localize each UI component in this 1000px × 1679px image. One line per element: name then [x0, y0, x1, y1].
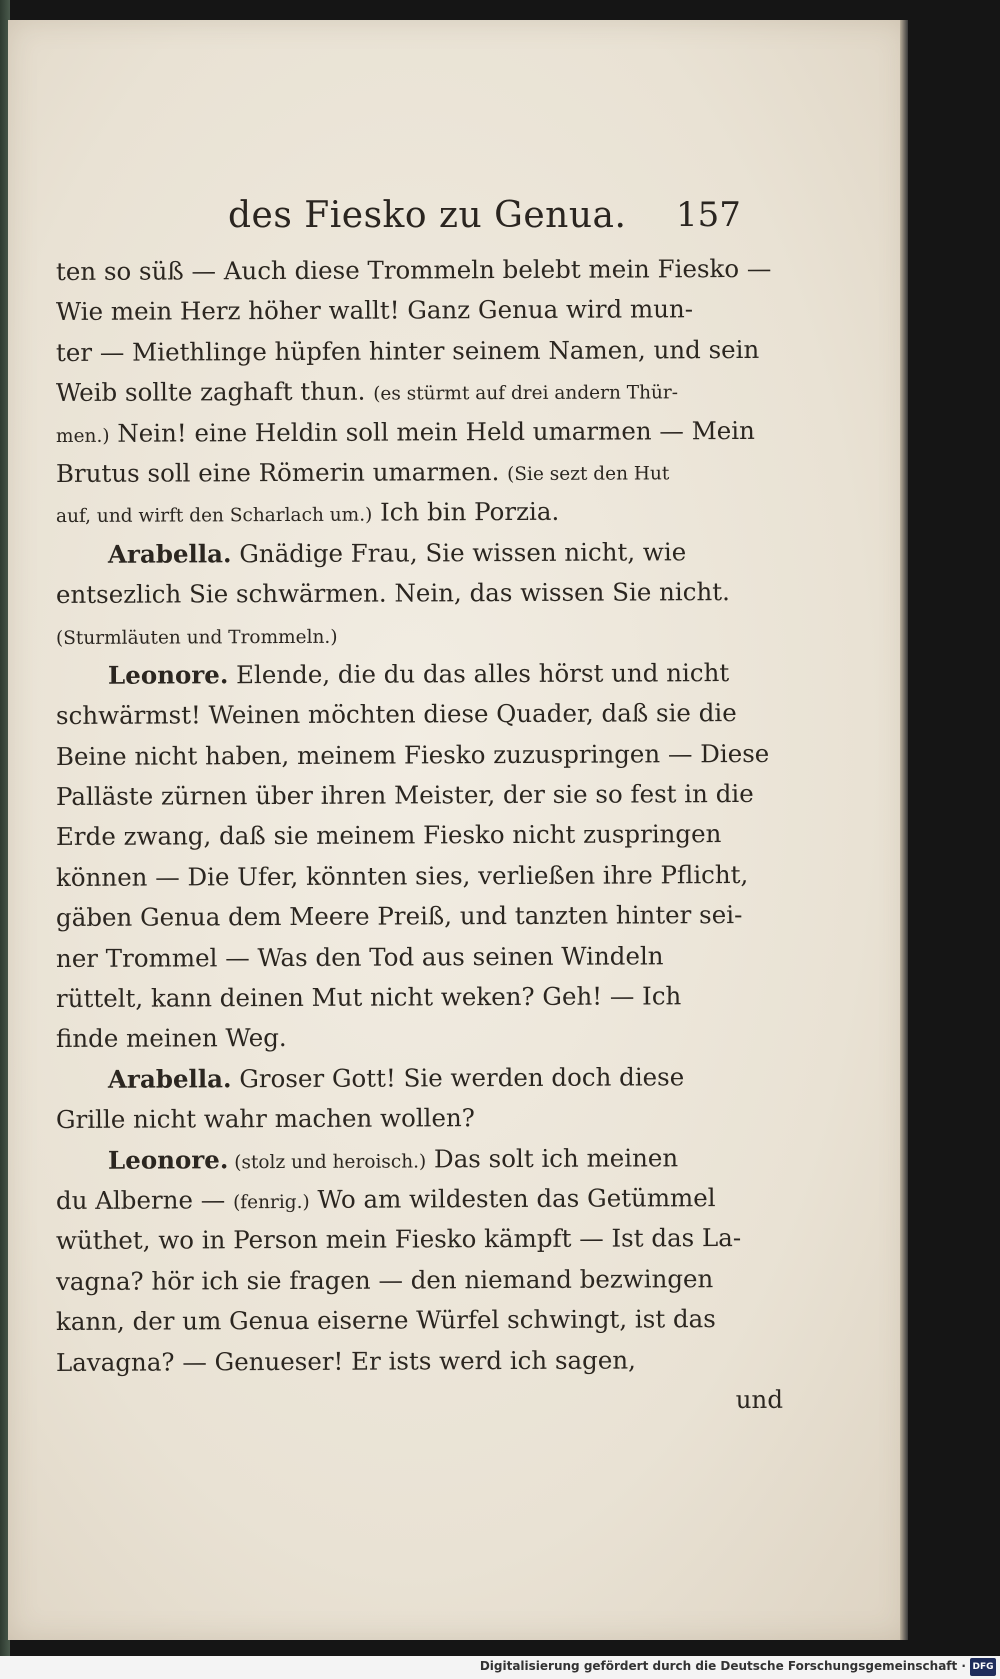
text-run: ter — Miethlinge hüpfen hinter seinem Namen, und sein — [55, 334, 760, 367]
speaker-name: Arabella. — [107, 1064, 232, 1094]
stage-direction: auf, und wirft den Scharlach um.) — [55, 504, 373, 528]
stage-direction: (es stürmt auf drei andern Thür- — [373, 382, 679, 405]
text-run: Weib sollte zaghaft thun. — [55, 376, 374, 408]
text-run: ner Trommel — Was den Tod aus seinen Windeln — [55, 940, 664, 973]
text-line — [56, 612, 791, 656]
text-line — [56, 1259, 791, 1303]
text-line — [56, 410, 791, 454]
text-run: gäben Genua dem Meere Preiß, und tanzten hinter sei- — [55, 900, 743, 933]
text-line — [56, 572, 791, 616]
text-run: können — Die Ufer, könnten sies, verließen ihre Pflicht, — [55, 859, 749, 892]
text-line — [56, 289, 791, 333]
text-run: du Alberne — — [55, 1185, 234, 1215]
text-run: Beine nicht haben, meinem Fiesko zuzuspringen — Diese — [55, 738, 770, 771]
text-run: Brutus soll eine Römerin umarmen. — [55, 456, 508, 488]
text-line — [56, 976, 791, 1020]
text-run: finde meinen Weg. — [55, 1023, 287, 1054]
stage-direction: men.) — [55, 425, 110, 447]
page-number: 157 — [676, 195, 741, 235]
text-line — [56, 855, 791, 899]
text-run: Gnädige Frau, Sie wissen nicht, wie — [231, 536, 687, 568]
text-run: kann, der um Genua eiserne Würfel schwingt, ist das — [55, 1304, 716, 1337]
text-run: entsezlich Sie schwärmen. Nein, das wissen Sie nicht. — [55, 577, 730, 610]
text-run: Lavagna? — Genueser! Er ists werd ich sagen, — [55, 1345, 636, 1377]
text-line — [56, 1137, 791, 1181]
text-run: wüthet, wo in Person mein Fiesko kämpft — Ist das La- — [55, 1223, 742, 1256]
stage-direction: (Sturmläuten und Trommeln.) — [55, 626, 338, 649]
catchword-text: und — [735, 1384, 784, 1414]
text-run: ten so süß — Auch diese Trommeln belebt mein Fiesko — — [55, 253, 772, 286]
text-run: Das solt ich meinen — [426, 1142, 679, 1173]
stage-direction: (stolz und heroisch.) — [228, 1150, 427, 1173]
text-line — [56, 451, 791, 495]
text-run: Erde zwang, daß sie meinem Fiesko nicht zuspringen — [55, 819, 722, 852]
text-line — [56, 935, 791, 979]
text-line — [56, 330, 791, 374]
text-line — [56, 774, 791, 818]
body-text — [56, 252, 791, 1423]
text-line — [56, 532, 791, 576]
text-run: rüttelt, kann deinen Mut nicht weken? Geh! — Ich — [55, 981, 682, 1014]
dfg-logo: DFG — [970, 1658, 996, 1676]
text-line — [56, 1178, 791, 1222]
speaker-name: Leonore. — [107, 1144, 229, 1175]
catchword — [56, 1380, 791, 1424]
stage-direction: (fenrig.) — [232, 1191, 310, 1214]
funding-credit: Digitalisierung gefördert durch die Deutsche Forschungsgemeinschaft · — [479, 1659, 966, 1673]
text-line — [56, 370, 791, 414]
text-line — [56, 1097, 791, 1141]
text-run: Wo am wildesten das Getümmel — [309, 1183, 716, 1214]
text-run: Groser Gott! Sie werden doch diese — [231, 1062, 685, 1094]
text-line — [56, 1339, 791, 1383]
page-edge-shadow — [900, 20, 908, 1640]
text-run: Wie mein Herz höher wallt! Ganz Genua wird mun- — [55, 294, 694, 327]
text-line — [56, 1299, 791, 1343]
text-line — [56, 491, 791, 535]
text-run: Grille nicht wahr machen wollen? — [55, 1103, 475, 1135]
text-run: schwärmst! Weinen möchten diese Quader, daß sie die — [55, 698, 737, 731]
speaker-name: Arabella. — [107, 538, 232, 569]
text-run: Nein! eine Heldin soll mein Held umarmen — Mein — [109, 415, 755, 448]
text-run: Palläste zürnen über ihren Meister, der sie so fest in die — [55, 779, 754, 812]
stage-direction: (Sie sezt den Hut — [507, 463, 670, 485]
text-line — [56, 814, 791, 858]
text-line — [56, 1218, 791, 1262]
text-line — [56, 249, 791, 293]
book-page — [8, 20, 908, 1640]
speaker-name: Leonore. — [107, 660, 229, 690]
digitization-credit-bar — [0, 1656, 1000, 1679]
text-run: Ich bin Porzia. — [372, 497, 560, 527]
text-line — [56, 1057, 791, 1101]
text-line — [56, 653, 791, 697]
text-line — [56, 693, 791, 737]
text-line — [56, 895, 791, 939]
text-line — [56, 733, 791, 777]
text-run: Elende, die du das alles hörst und nicht — [228, 657, 730, 690]
page-header — [8, 185, 908, 245]
text-run: vagna? hör ich sie fragen — den niemand bezwingen — [55, 1263, 714, 1296]
text-line — [56, 1016, 791, 1060]
running-title: des Fiesko zu Genua. — [228, 195, 627, 236]
